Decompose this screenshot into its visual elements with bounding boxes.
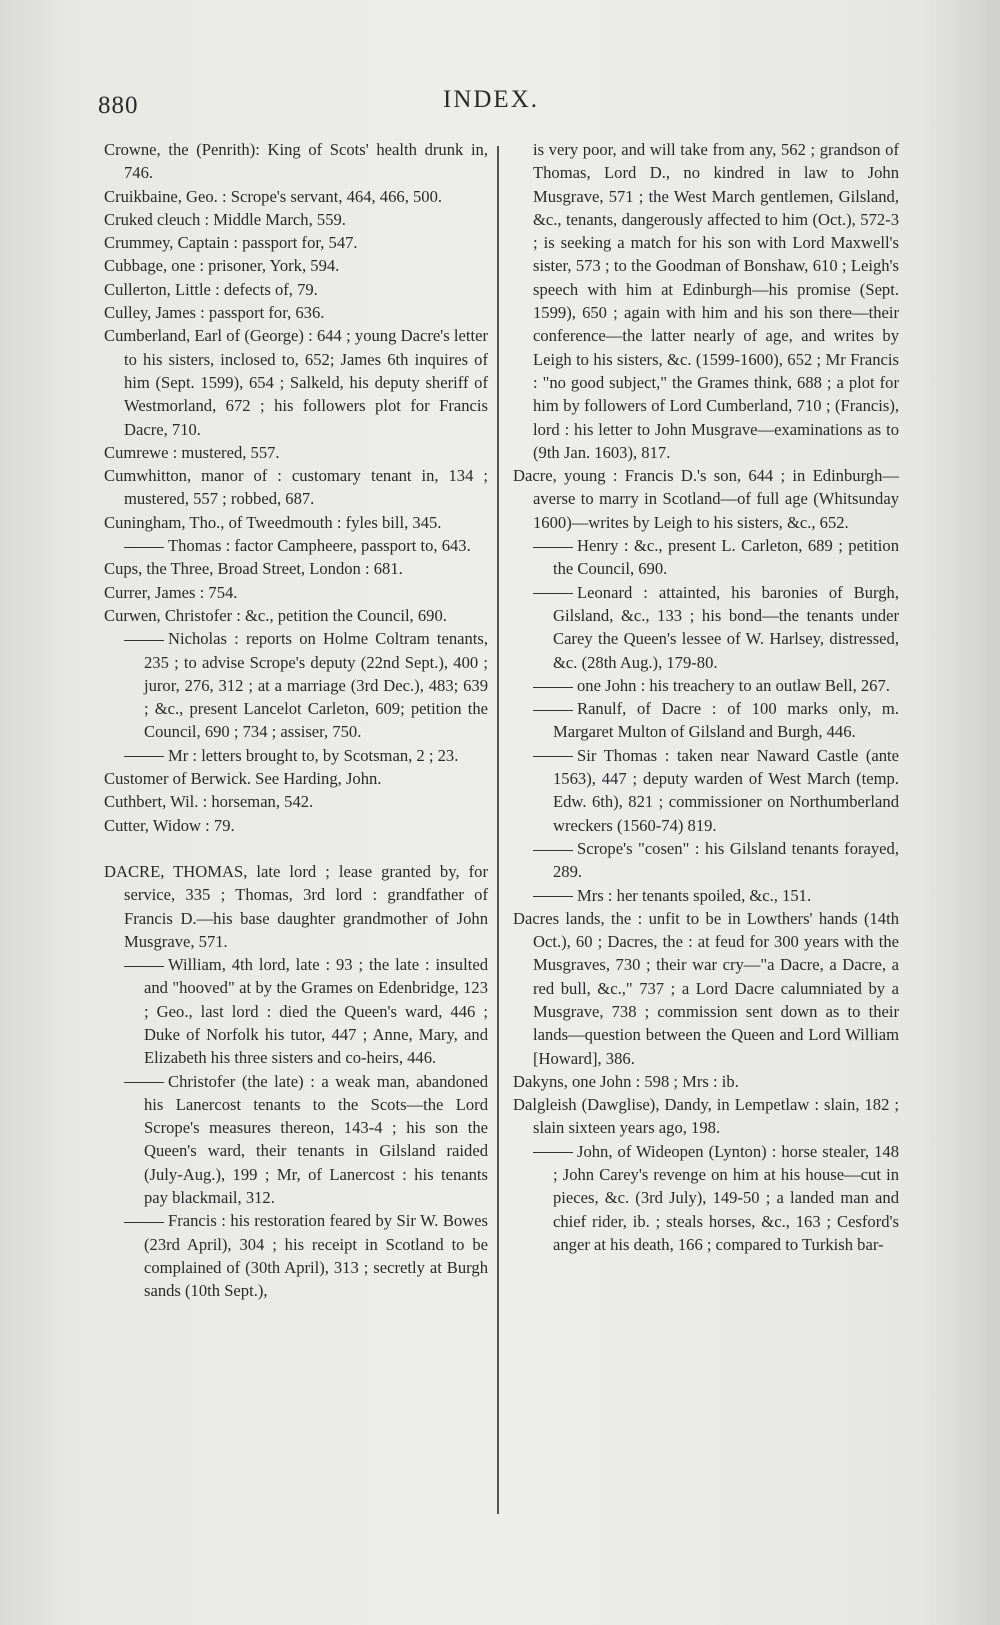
index-entry: Cumrewe : mustered, 557.: [104, 442, 280, 462]
index-subentry: [513, 534, 899, 581]
index-subentry: [104, 744, 488, 767]
subentry-text: Mrs : her tenants spoiled, &c., 151.: [577, 885, 812, 905]
index-subentry: [513, 1140, 899, 1256]
index-entry: Dacre, young : Francis D.'s son, 644 ; in Edinburgh—averse to marry in Scotland—of full age (Whitsunday 1600)—writes by Leigh to his sisters, &c., 652.: [513, 466, 899, 532]
index-continuation: is very poor, and will take from any, 562 ; grandson of Thomas, Lord D., no kindred in law to John Musgrave, 571 ; the West March gentlemen, Gilsland, &c., tenants, dangerously affected to him (Oct.), 572-3 ; is seeking a match for his son with Lord Maxwell's sister, 573 ; to the Goodman of Bonshaw, 610 ; Leigh's speech with him at Edinburgh—his promise (Sept. 1599), 650 ; again with him and his son there—their conference—the latter nearly of age, and writes by Leigh to his sisters, &c. (1599-1600), 652 ; Mr Francis : "no good subject," the Grames think, 688 ; a plot for him by followers of Lord Cumberland, 710 ; (Francis), lord : his letter to John Musgrave—examinations as to (9th Jan. 1603), 817.: [533, 140, 899, 462]
ditto-dash: [124, 547, 164, 548]
index-subentry: [104, 627, 488, 743]
subentry-text: Leonard : attainted, his baronies of Burgh, Gilsland, &c., 133 ; his bond—the tenants under Carey the Queen's lessee of W. Harlsey, distressed, &c. (28th Aug.), 179-80.: [553, 582, 899, 672]
index-entry: Dakyns, one John : 598 ; Mrs : ib.: [513, 1071, 739, 1091]
section-gap: [104, 837, 488, 860]
ditto-dash: [533, 896, 573, 897]
index-subentry: [513, 744, 899, 837]
subentry-text: Ranulf, of Dacre : of 100 marks only, m. Margaret Multon of Gilsland and Burgh, 446.: [553, 699, 899, 742]
index-entry: Cumwhitton, manor of : customary tenant in, 134 ; mustered, 557 ; robbed, 687.: [104, 466, 488, 509]
index-entry: Cruked cleuch : Middle March, 559.: [104, 209, 346, 229]
index-entry: Crowne, the (Penrith): King of Scots' health drunk in, 746.: [104, 140, 488, 183]
ditto-dash: [124, 640, 164, 641]
subentry-text: one John : his treachery to an outlaw Bell, 267.: [577, 675, 890, 695]
ditto-dash: [124, 966, 164, 967]
subentry-text: Mr : letters brought to, by Scotsman, 2 ; 23.: [168, 745, 459, 765]
subentry-text: Sir Thomas : taken near Naward Castle (ante 1563), 447 ; deputy warden of West March (temp. Edw. 6th), 821 ; commissioner on Northumberland wreckers (1560-74) 819.: [553, 745, 899, 835]
index-entry: DACRE, THOMAS, late lord ; lease granted by, for service, 335 ; Thomas, 3rd lord : grandfather of Francis D.—his base daughter grandmother of John Musgrave, 571.: [104, 861, 488, 951]
index-column-right: [513, 138, 899, 1256]
index-entry: Cuthbert, Wil. : horseman, 542.: [104, 792, 314, 812]
ditto-dash: [533, 756, 573, 757]
ditto-dash: [124, 1082, 164, 1083]
ditto-dash: [533, 593, 573, 594]
subentry-text: John, of Wideopen (Lynton) : horse stealer, 148 ; John Carey's revenge on him at his house—cut in pieces, &c. (3rd July), 149-50 ; a landed man and chief rider, ib. ; steals horses, &c., 163 ; Cesford's anger at his death, 166 ; compared to Turkish bar-: [553, 1141, 899, 1254]
subentry-text: Francis : his restoration feared by Sir W. Bowes (23rd April), 304 ; his receipt in Scotland to be complained of (30th April), 313 ; secretly at Burgh sands (10th Sept.),: [144, 1211, 488, 1301]
index-entry: Dacres lands, the : unfit to be in Lowthers' hands (14th Oct.), 60 ; Dacres, the : at feud for 300 years with the Musgraves, 730 ; their war cry—"a Dacre, a Dacre, a red bull, &c.," 737 ; a Lord Dacre calumniated by a Musgrave, 738 ; commission sent down as to their lands—question between the Queen and Lord William [Howard], 386.: [513, 908, 899, 1068]
ditto-dash: [124, 1222, 164, 1223]
page-header: INDEX.: [443, 86, 540, 113]
index-subentry: [513, 581, 899, 674]
index-subentry: [513, 697, 899, 744]
subentry-text: Nicholas : reports on Holme Coltram tenants, 235 ; to advise Scrope's deputy (22nd Sept.), 400 ; juror, 276, 312 ; at a marriage (3rd Dec.), 483; 639 ; &c., present Lancelot Carleton, 609; petition the Council, 690 ; 734 ; assiser, 750.: [144, 629, 488, 742]
index-entry: Cutter, Widow : 79.: [104, 815, 235, 835]
index-entry: Cullerton, Little : defects of, 79.: [104, 279, 318, 299]
index-entry: Crummey, Captain : passport for, 547.: [104, 233, 358, 253]
ditto-dash: [533, 710, 573, 711]
index-subentry: [104, 953, 488, 1069]
index-subentry: [104, 1070, 488, 1210]
index-subentry: [104, 534, 488, 557]
index-subentry: [513, 837, 899, 884]
index-entry: Dalgleish (Dawglise), Dandy, in Lempetlaw : slain, 182 ; slain sixteen years ago, 198.: [513, 1095, 899, 1138]
subentry-text: Christofer (the late) : a weak man, abandoned his Lanercost tenants to the Scots—the Lord Scrope's measures thereon, 143-4 ; his son the Queen's ward, their tenants in Gilsland raided (July-Aug.), 199 ; Mr, of Lanercost : his tenants pay blackmail, 312.: [144, 1071, 488, 1208]
index-entry: Customer of Berwick. See Harding, John.: [104, 769, 382, 789]
index-subentry: [513, 884, 899, 907]
ditto-dash: [124, 756, 164, 757]
index-column-left: [104, 138, 488, 1303]
column-divider: [497, 146, 499, 1514]
subentry-text: William, 4th lord, late : 93 ; the late : insulted and "hooved" at by the Grames on Edenbridge, 123 ; Geo., last lord : died the Queen's ward, 446 ; Duke of Norfolk his tutor, 447 ; Anne, Mary, and Elizabeth his three sisters and co-heirs, 446.: [144, 955, 488, 1068]
page-number: 880: [98, 92, 139, 119]
index-entry: Cumberland, Earl of (George) : 644 ; young Dacre's letter to his sisters, inclosed to, 652; James 6th inquires of him (Sept. 1599), 654 ; Salkeld, his deputy sheriff of Westmorland, 672 ; his followers plot for Francis Dacre, 710.: [104, 326, 488, 439]
index-subentry: [104, 1209, 488, 1302]
index-subentry: [513, 674, 899, 697]
ditto-dash: [533, 850, 573, 851]
index-entry: Cruikbaine, Geo. : Scrope's servant, 464, 466, 500.: [104, 186, 443, 206]
index-entry: Currer, James : 754.: [104, 582, 238, 602]
index-entry: Cups, the Three, Broad Street, London : 681.: [104, 559, 403, 579]
index-entry: Cuningham, Tho., of Tweedmouth : fyles bill, 345.: [104, 512, 442, 532]
index-entry: Curwen, Christofer : &c., petition the Council, 690.: [104, 605, 447, 625]
ditto-dash: [533, 1152, 573, 1153]
ditto-dash: [533, 547, 573, 548]
subentry-text: Scrope's "cosen" : his Gilsland tenants forayed, 289.: [553, 838, 899, 882]
index-entry: Cubbage, one : prisoner, York, 594.: [104, 256, 340, 276]
index-entry: Culley, James : passport for, 636.: [104, 303, 325, 323]
subentry-text: Henry : &c., present L. Carleton, 689 ; petition the Council, 690.: [553, 536, 899, 579]
subentry-text: Thomas : factor Campheere, passport to, 643.: [168, 536, 471, 556]
ditto-dash: [533, 687, 573, 688]
